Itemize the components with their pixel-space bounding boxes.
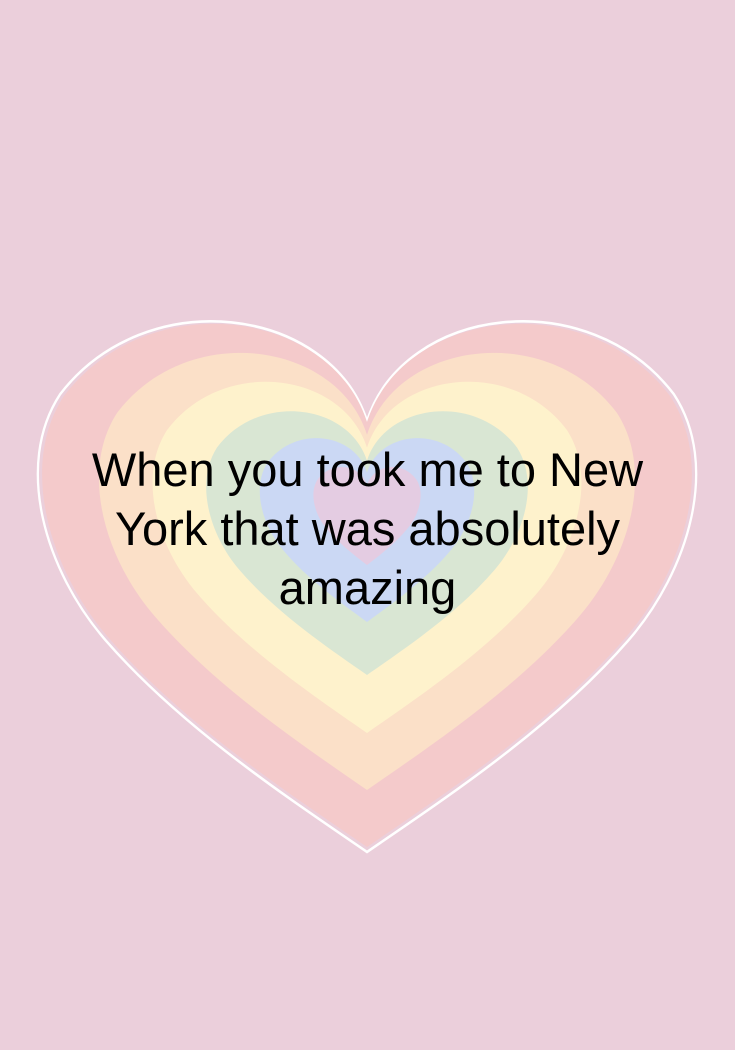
card-message: When you took me to New York that was absolutely amazing bbox=[91, 443, 644, 614]
